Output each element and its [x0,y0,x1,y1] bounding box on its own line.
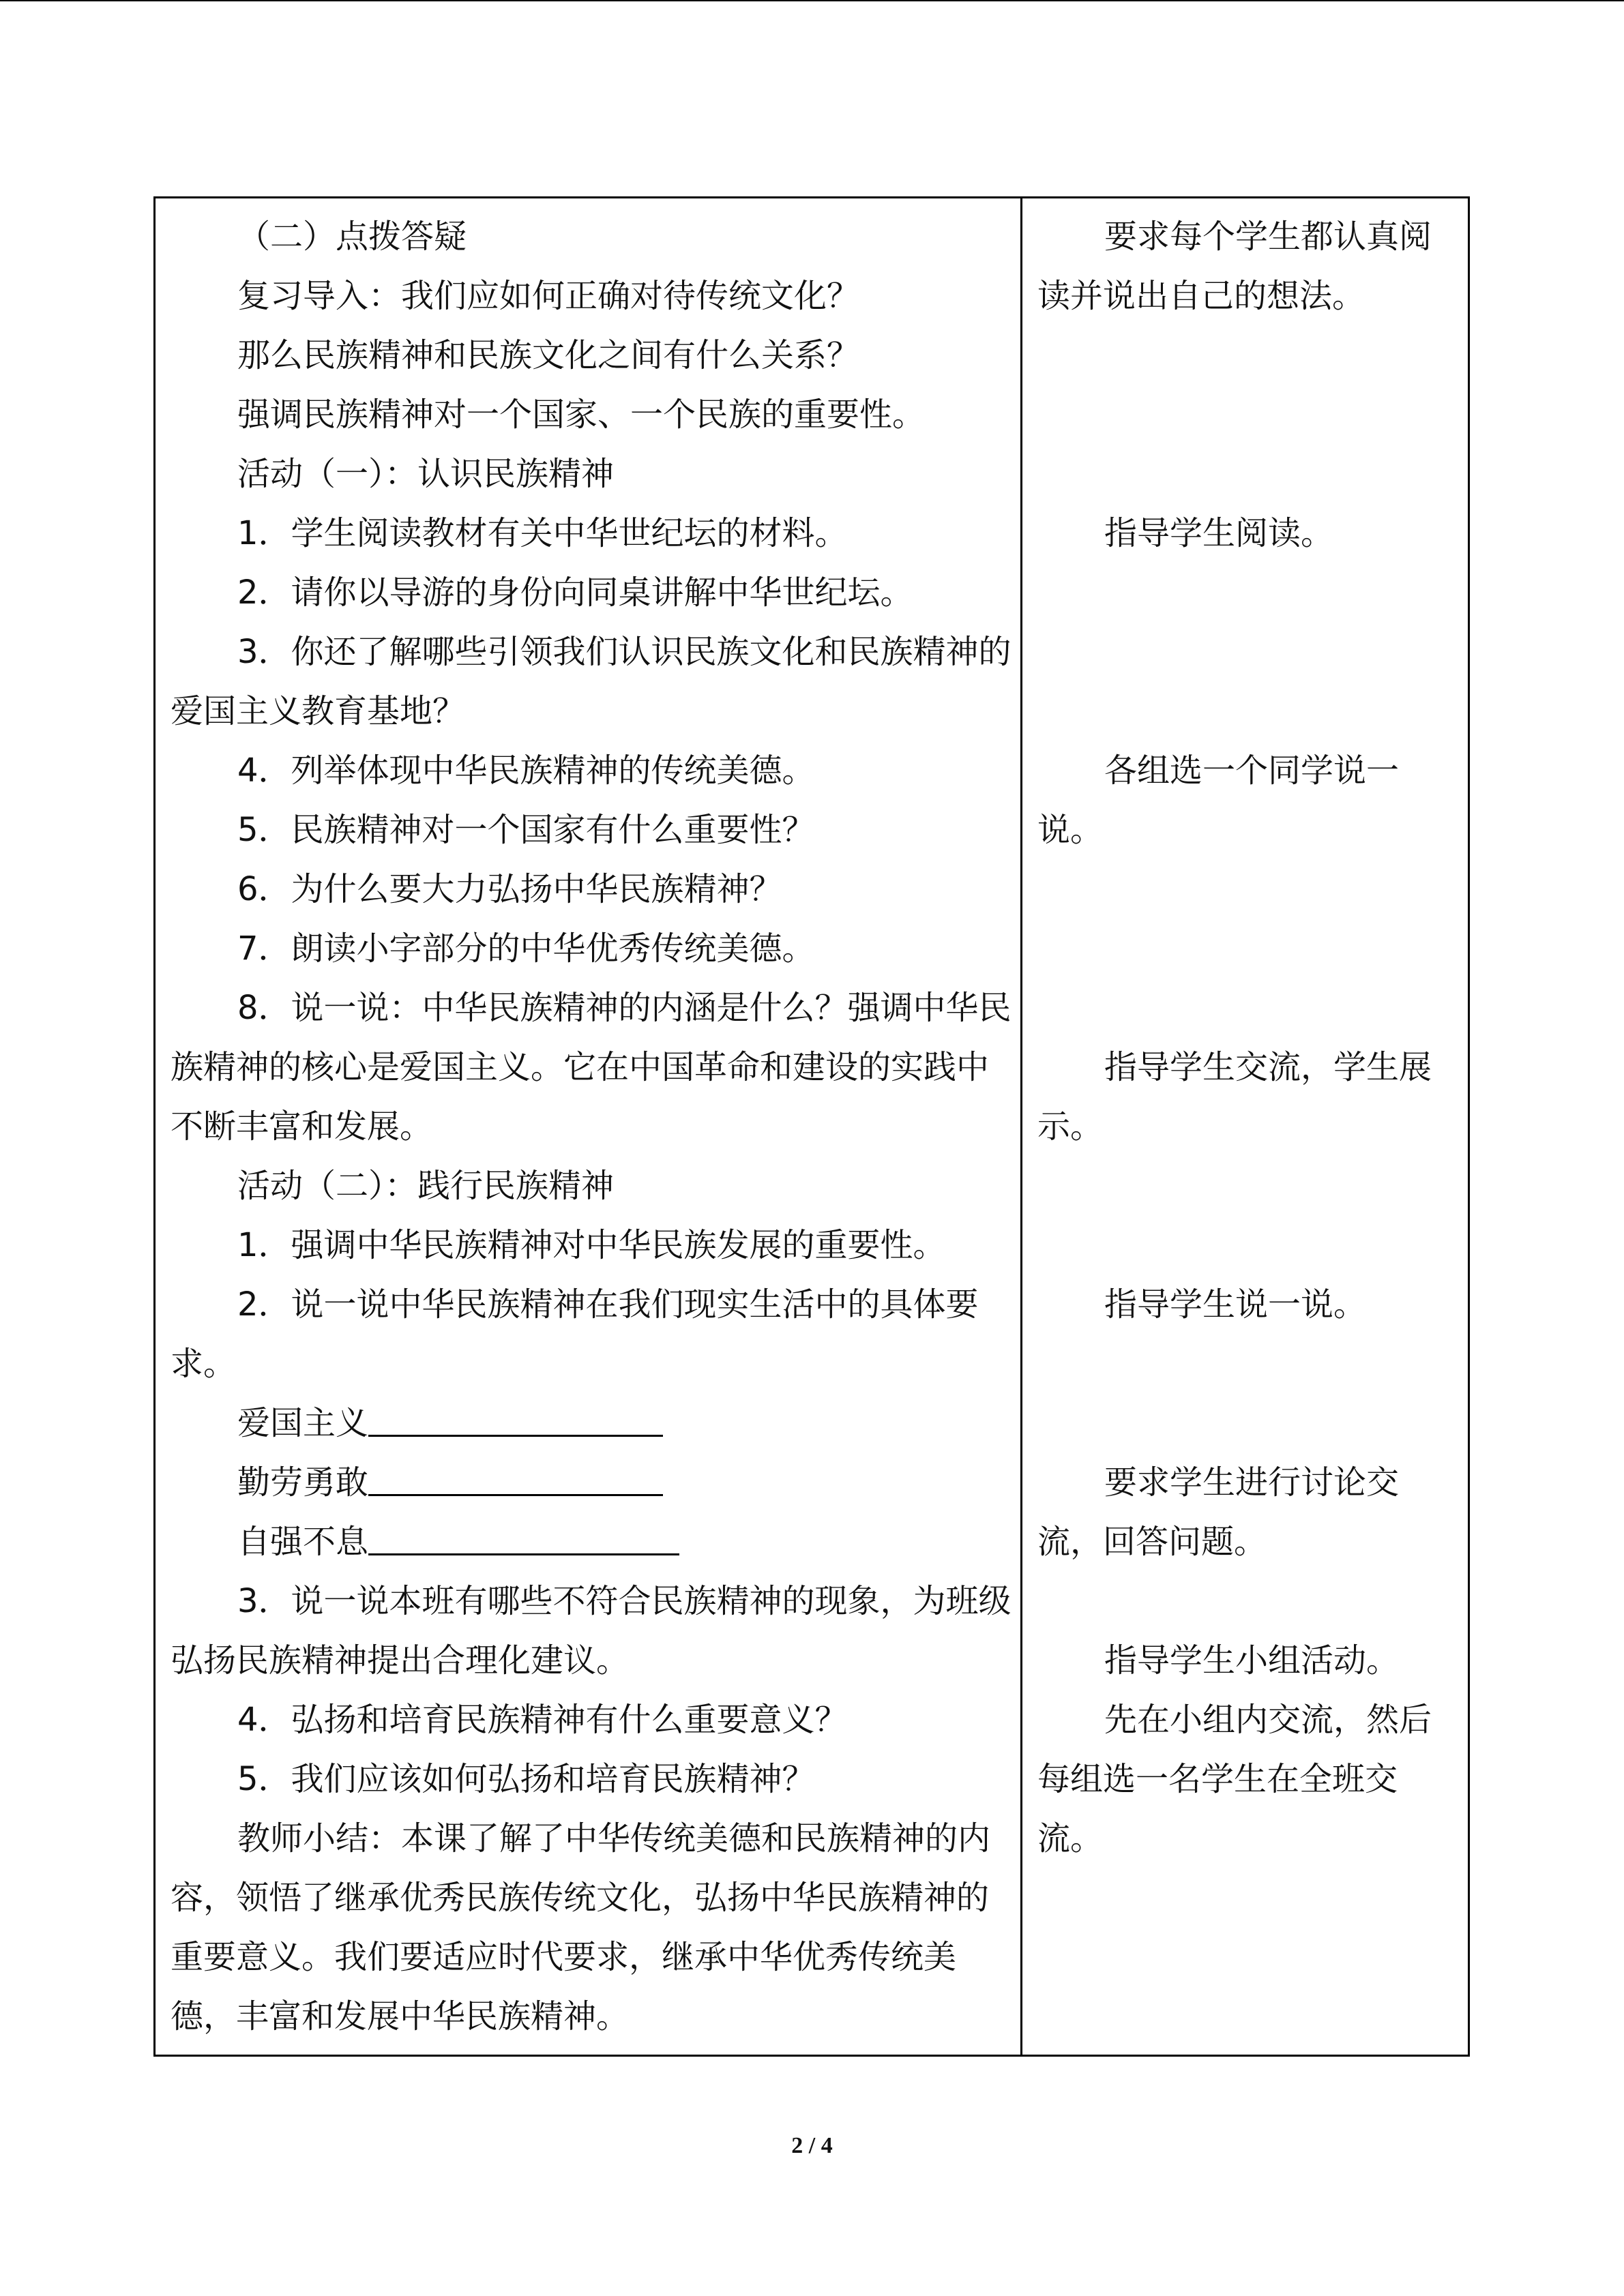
activity-one-heading: 活动（一）：认识民族精神 [237,455,615,493]
guidance-note-cont: 读并说出自己的想法。 [1037,277,1365,315]
activity-two-item-cont: 求。 [171,1345,237,1383]
fill-in-line [237,1463,663,1502]
activity-one-item-cont: 族精神的核心是爱国主义。它在中国革命和建设的实践中 [171,1048,990,1086]
fill-in-label: 勤劳勇敢 [237,1463,369,1502]
teacher-summary-cont: 重要意义。我们要适应时代要求，继承中华优秀传统美 [171,1938,957,1976]
teacher-summary-cont: 容，领悟了继承优秀民族传统文化，弘扬中华民族精神的 [171,1879,990,1917]
activity-two-item: 1．强调中华民族精神对中华民族发展的重要性。 [237,1226,946,1264]
activity-one-item-cont: 不断丰富和发展。 [171,1107,433,1146]
guidance-note: 指导学生交流，学生展 [1104,1048,1432,1086]
fill-in-blank [368,1463,663,1496]
guidance-note: 先在小组内交流，然后 [1104,1701,1432,1739]
guidance-note-cont: 示。 [1037,1107,1104,1146]
activity-two-item-cont: 弘扬民族精神提出合理化建议。 [171,1641,630,1680]
guidance-note: 要求学生进行讨论交 [1104,1463,1400,1502]
fill-in-blank [368,1522,679,1555]
activity-one-item: 1．学生阅读教材有关中华世纪坛的材料。 [237,514,848,552]
guidance-note-cont: 每组选一名学生在全班交 [1037,1760,1398,1798]
column-divider [1020,198,1022,2055]
teacher-summary: 教师小结：本课了解了中华传统美德和民族精神的内 [237,1819,991,1858]
guidance-note: 各组选一个同学说一 [1104,751,1400,790]
activity-two-item: 2．说一说中华民族精神在我们现实生活中的具体要 [237,1285,979,1324]
activity-one-item: 3．你还了解哪些引领我们认识民族文化和民族精神的 [237,633,1012,671]
activity-two-item: 5．我们应该如何弘扬和培育民族精神？ [237,1760,815,1798]
guidance-note-cont: 说。 [1037,811,1104,849]
page-number: 2 / 4 [791,2133,833,2158]
activity-one-item: 4．列举体现中华民族精神的传统美德。 [237,751,815,790]
fill-in-blank [368,1403,663,1437]
top-rule [0,0,1624,1]
guidance-note-cont: 流，回答问题。 [1037,1523,1267,1561]
activity-one-item: 5．民族精神对一个国家有什么重要性？ [237,811,815,849]
fill-in-line [237,1522,679,1562]
teacher-summary-cont: 德，丰富和发展中华民族精神。 [171,1997,630,2036]
guidance-note: 指导学生说一说。 [1104,1285,1367,1324]
activity-one-item: 6．为什么要大力弘扬中华民族精神？ [237,870,782,908]
lesson-plan-table [153,196,1470,2057]
activity-one-item: 7．朗读小字部分的中华优秀传统美德。 [237,929,815,968]
fill-in-label: 自强不息 [237,1523,369,1561]
activity-one-item: 2．请你以导游的身份向同桌讲解中华世纪坛。 [237,573,913,612]
fill-in-label: 爱国主义 [237,1404,369,1442]
section-heading: （二）点拨答疑 [237,218,467,256]
activity-two-heading: 活动（二）：践行民族精神 [237,1167,615,1205]
activity-one-item-cont: 爱国主义教育基地？ [171,692,466,730]
guidance-note: 指导学生阅读。 [1104,514,1334,552]
intro-question: 那么民族精神和民族文化之间有什么关系？ [237,336,860,374]
review-intro: 复习导入：我们应如何正确对待传统文化？ [237,277,860,315]
guidance-note: 指导学生小组活动。 [1104,1641,1400,1680]
guidance-note-cont: 流。 [1037,1819,1104,1858]
activity-two-item: 4．弘扬和培育民族精神有什么重要意义？ [237,1701,848,1739]
guidance-note: 要求每个学生都认真阅 [1104,218,1432,256]
fill-in-line [237,1403,663,1443]
activity-one-item: 8．说一说：中华民族精神的内涵是什么？强调中华民 [237,989,1012,1027]
intro-emphasis: 强调民族精神对一个国家、一个民族的重要性。 [237,396,926,434]
activity-two-item: 3．说一说本班有哪些不符合民族精神的现象，为班级 [237,1582,1012,1620]
